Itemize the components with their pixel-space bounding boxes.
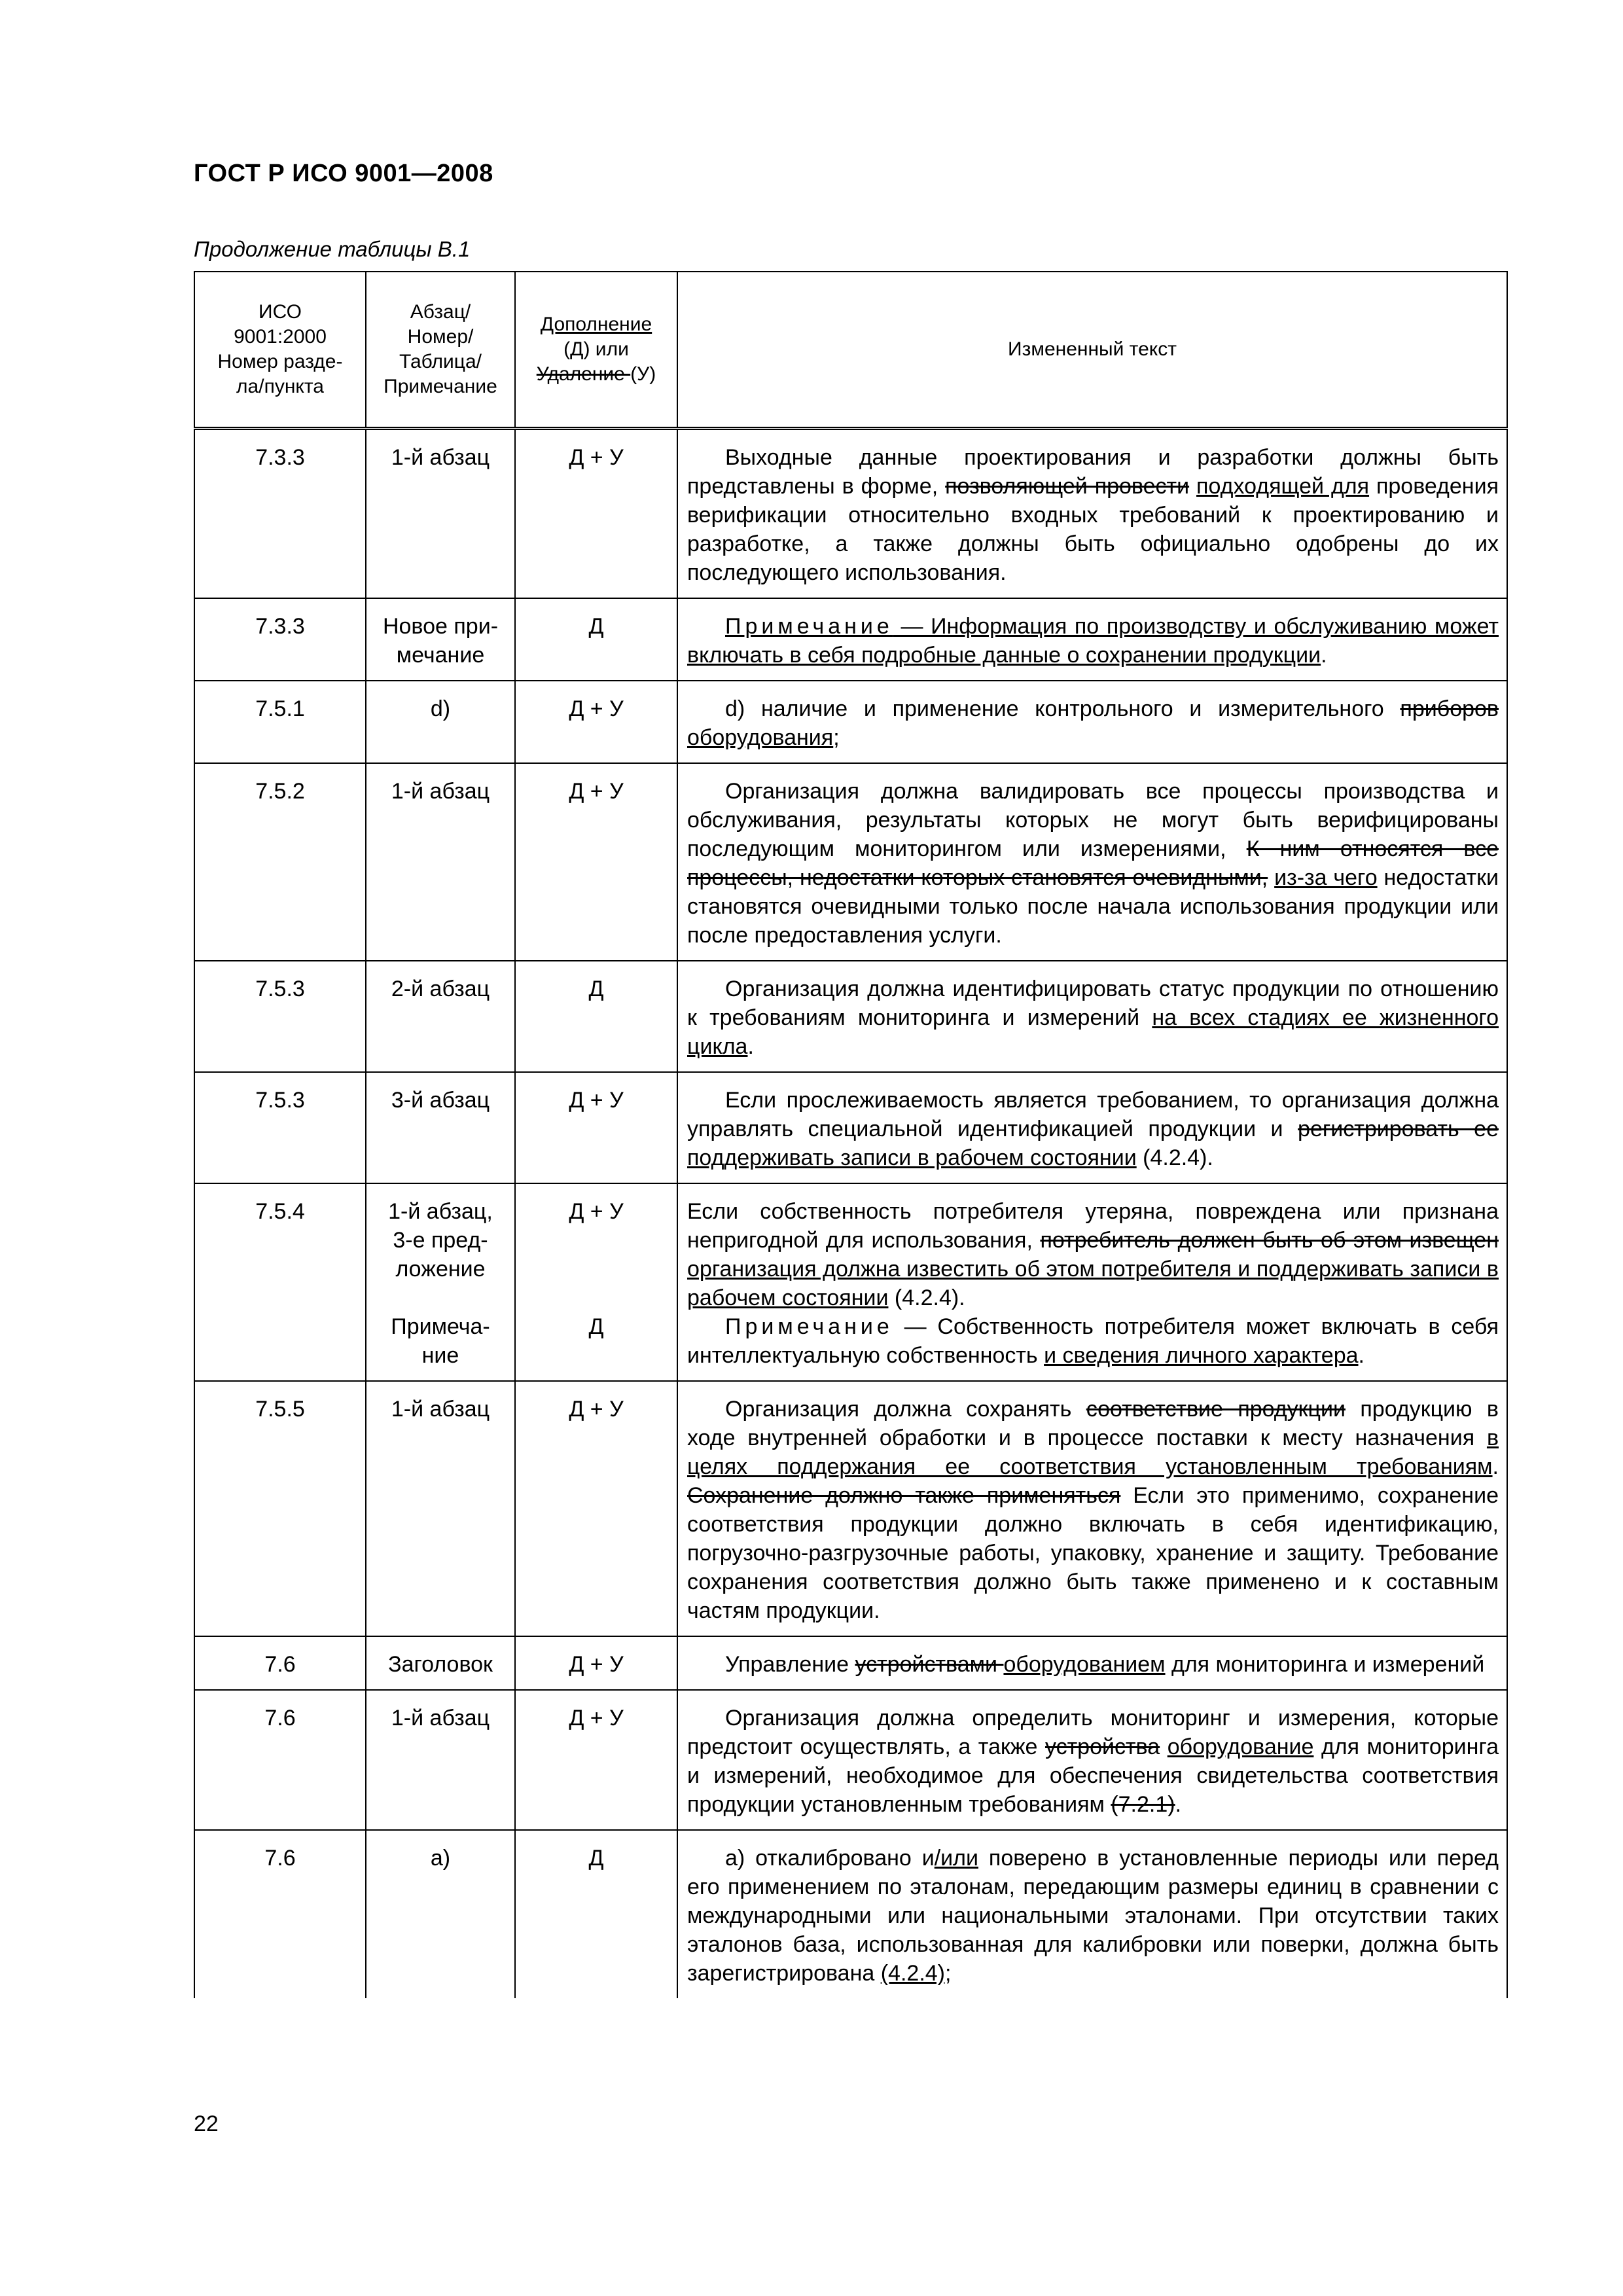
changed-text-cell: Организация должна определить мониторинг и измерения, которые предстоит осуществлять, а также устройства оборудование для мониторинга и измерений, необходимое для обеспечения свидетельства соответствия продукции установленным требованиям (7.2.1). — [677, 1690, 1507, 1830]
paragraph-cell: d) — [366, 681, 515, 763]
note-label: Примечание — [725, 614, 893, 639]
paragraph-cell: Заголовок — [366, 1636, 515, 1690]
paragraph-cell: 2-й абзац — [366, 961, 515, 1072]
changed-text-cell: Организация должна сохранять соответствие продукции продукцию в ходе внутренней обработки и в процессе поставки к месту назначения в целях поддержания ее соответствия установленным требованиям. Сохранение должно также применяться Если это применимо, сохранение соответствия продукции должно включать в себя идентификацию, погрузочно-разгрузочные работы, упаковку, хранение и защиту. Требование сохранения соответствия должно быть также применено и к составным частям продукции. — [677, 1381, 1507, 1636]
change-type-cell: Д + У — [515, 681, 677, 763]
added-text: /или — [934, 1846, 978, 1871]
deleted-text: устройствами — [855, 1652, 1004, 1677]
deleted-text: приборов — [1400, 696, 1499, 721]
change-type-cell: Д + У — [515, 1072, 677, 1183]
clause-cell: 7.3.3 — [194, 598, 366, 681]
document-title: ГОСТ Р ИСО 9001—2008 — [194, 160, 493, 187]
added-text: (4.2.4); — [880, 1961, 952, 1986]
changed-text-cell: Если прослеживаемость является требованием, то организация должна управлять специальной идентификацией продукции и регистрировать ее поддерживать записи в рабочем состоянии (4.2.4). — [677, 1072, 1507, 1183]
changed-text-cell: Если собственность потребителя утеряна, повреждена или признана непригодной для использования, потребитель должен быть об этом извещен организация должна известить об этом потребителя и поддерживать записи в рабочем состоянии (4.2.4). Примечание — Собственность потребителя может включать в себя интеллектуальную собственность и сведения личного характера. — [677, 1183, 1507, 1381]
paragraph-cell: 1-й абзац, 3-е пред- ложение Примеча- ние — [366, 1183, 515, 1381]
clause-cell: 7.5.1 — [194, 681, 366, 763]
table-row — [194, 1690, 1507, 1830]
added-text: оборудования — [687, 725, 834, 750]
page-number: 22 — [194, 2111, 219, 2136]
paragraph-cell: 3-й абзац — [366, 1072, 515, 1183]
deleted-text: устройства — [1044, 1734, 1160, 1759]
header-change-type: Дополнение (Д) или Удаление (У) — [515, 272, 677, 429]
clause-cell: 7.5.2 — [194, 763, 366, 961]
table-row — [194, 429, 1507, 599]
change-type-cell: Д + У — [515, 1690, 677, 1830]
deleted-text: позволяющей провести — [945, 474, 1190, 499]
change-type-cell: Д + У Д — [515, 1183, 677, 1381]
changed-text-cell: Выходные данные проектирования и разработки должны быть представлены в форме, позволяющей провести подходящей для проведения верификации относительно входных требований к проектированию и разработке, а также должны быть официально одобрены до их последующего использования. — [677, 429, 1507, 599]
added-text: и сведения личного характера — [1044, 1343, 1359, 1368]
table-row — [194, 598, 1507, 681]
paragraph-cell: Новое при- мечание — [366, 598, 515, 681]
changes-table — [194, 271, 1508, 1998]
changed-text-cell: Управление устройствами оборудованием для мониторинга и измерений — [677, 1636, 1507, 1690]
added-text: подходящей для — [1196, 474, 1370, 499]
added-text: организация должна известить об этом потребителя и поддерживать записи в рабочем состоянии — [687, 1257, 1499, 1310]
table-row — [194, 1183, 1507, 1381]
clause-cell: 7.6 — [194, 1690, 366, 1830]
change-type-cell: Д + У — [515, 1381, 677, 1636]
added-text: в целях поддержания ее соответствия установленным требованиям — [687, 1426, 1499, 1479]
table-caption: Продолжение таблицы В.1 — [194, 237, 471, 261]
table-row — [194, 681, 1507, 763]
header-clause: ИСО 9001:2000 Номер разде- ла/пункта — [194, 272, 366, 429]
change-type-cell: Д — [515, 598, 677, 681]
change-type-cell: Д — [515, 1830, 677, 1998]
paragraph-cell: 1-й абзац — [366, 763, 515, 961]
deleted-text: К ним относятся все процессы, недостатки которых становятся очевидными, — [687, 836, 1499, 890]
deleted-text: Сохранение должно также применяться — [687, 1483, 1121, 1508]
deleted-text: (7.2.1) — [1111, 1792, 1175, 1817]
header-paragraph: Абзац/ Номер/ Таблица/ Примечание — [366, 272, 515, 429]
added-text: оборудование — [1167, 1734, 1314, 1759]
added-text: из-за чего — [1274, 865, 1378, 890]
clause-cell: 7.5.3 — [194, 1072, 366, 1183]
paragraph-cell: 1-й абзац — [366, 429, 515, 599]
clause-cell: 7.5.4 — [194, 1183, 366, 1381]
changed-text-cell: а) откалибровано и/или поверено в установленные периоды или перед его применением по эталонам, передающим размеры единиц в сравнении с международными или национальными эталонами. При отсутствии таких эталонов база, использованная для калибровки или поверки, должна быть зарегистрирована (4.2.4); — [677, 1830, 1507, 1998]
clause-cell: 7.5.5 — [194, 1381, 366, 1636]
table-row — [194, 1072, 1507, 1183]
added-text: на всех стадиях ее жизненного цикла — [687, 1005, 1499, 1059]
changed-text-cell: Примечание — Информация по производству и обслуживанию может включать в себя подробные данные о сохранении продукции. — [677, 598, 1507, 681]
clause-cell: 7.3.3 — [194, 429, 366, 599]
note-label: Примечание — [725, 1314, 893, 1339]
added-text: оборудованием — [1003, 1652, 1166, 1677]
table-header-row — [194, 272, 1507, 429]
added-text: поддерживать записи в рабочем состоянии — [687, 1145, 1137, 1170]
added-text: — Информация по производству и обслуживанию может включать в себя подробные данные о сохранении продукции — [687, 614, 1499, 668]
change-type-cell: Д + У — [515, 1636, 677, 1690]
deleted-text: потребитель должен быть об этом извещен — [1040, 1228, 1499, 1253]
changed-text-cell: d) наличие и применение контрольного и измерительного приборов оборудования; — [677, 681, 1507, 763]
paragraph-cell: а) — [366, 1830, 515, 1998]
change-type-cell: Д — [515, 961, 677, 1072]
table-row — [194, 763, 1507, 961]
deleted-text: регистрировать ее — [1298, 1117, 1499, 1141]
changed-text-cell: Организация должна идентифицировать статус продукции по отношению к требованиям мониторинга и измерений на всех стадиях ее жизненного цикла. — [677, 961, 1507, 1072]
changed-text-cell: Организация должна валидировать все процессы производства и обслуживания, результаты которых не могут быть верифицированы последующим мониторингом или измерениями, К ним относятся все процессы, недостатки которых становятся очевидными, из-за чего недостатки становятся очевидными только после начала использования продукции или после предоставления услуги. — [677, 763, 1507, 961]
table-row — [194, 1381, 1507, 1636]
clause-cell: 7.5.3 — [194, 961, 366, 1072]
change-type-cell: Д + У — [515, 429, 677, 599]
clause-cell: 7.6 — [194, 1830, 366, 1998]
header-changed-text: Измененный текст — [677, 272, 1507, 429]
paragraph-cell: 1-й абзац — [366, 1690, 515, 1830]
clause-cell: 7.6 — [194, 1636, 366, 1690]
table-row — [194, 1830, 1507, 1998]
deleted-text: соответствие продукции — [1086, 1397, 1346, 1422]
change-type-cell: Д + У — [515, 763, 677, 961]
paragraph-cell: 1-й абзац — [366, 1381, 515, 1636]
table-row — [194, 1636, 1507, 1690]
table-row — [194, 961, 1507, 1072]
